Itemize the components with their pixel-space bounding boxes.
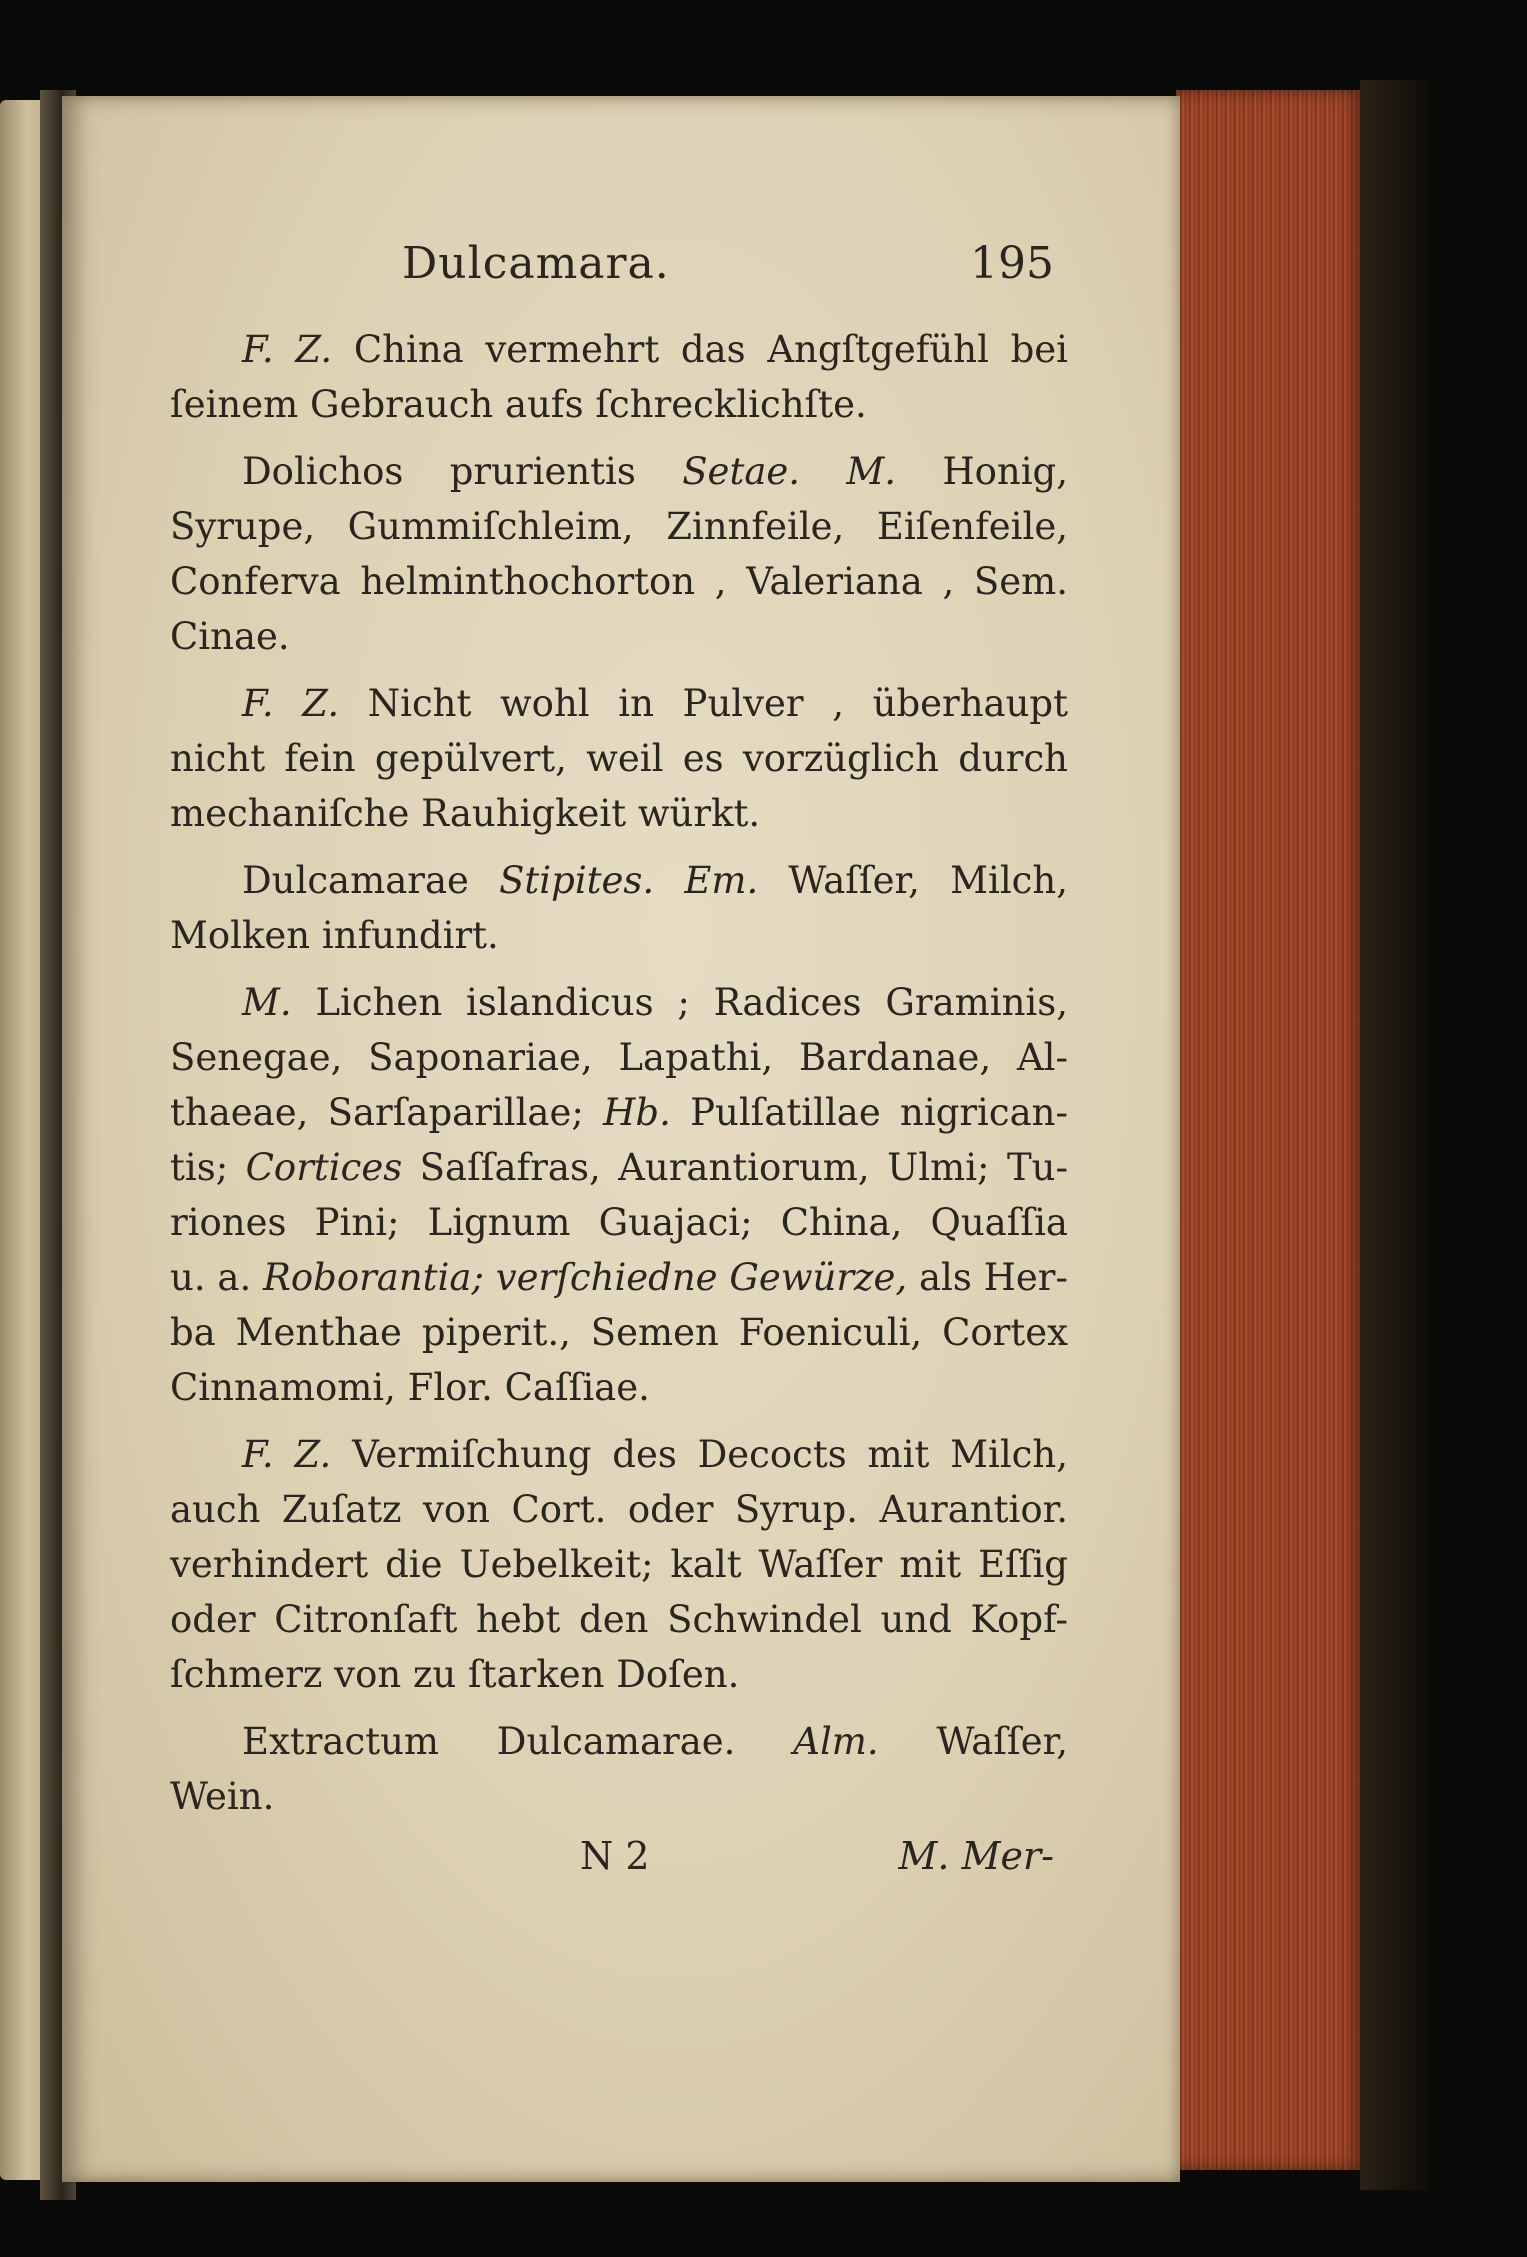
text-line: M. Lichen islandicus ; Radices Graminis, — [242, 981, 1068, 1024]
text-line: tis; Cortices Saſſafras, Aurantiorum, Ulmi; Tu- — [170, 1146, 1068, 1189]
text-line: ſchmerz von zu ſtarken Doſen. — [170, 1653, 740, 1696]
text-line: riones Pini; Lignum Guajaci; China, Quaſſia — [170, 1201, 1068, 1244]
text-line: verhindert die Uebelkeit; kalt Waſſer mit Eſſig — [170, 1543, 1068, 1586]
text-line: thaeae, Sarſaparillae; Hb. Pulſatillae nigrican- — [170, 1091, 1069, 1134]
text-line: Cinae. — [170, 615, 290, 658]
text-line: auch Zuſatz von Cort. oder Syrup. Aurantior. — [170, 1488, 1068, 1531]
text-line: Dolichos prurientis Setae. M. Honig, — [242, 450, 1068, 493]
abbreviation: F. Z. — [242, 328, 333, 371]
page-edges-stack — [1176, 90, 1366, 2170]
paragraph — [170, 1427, 1068, 1702]
text-line: Dulcamarae Stipites. Em. Waſſer, Milch, — [242, 859, 1068, 902]
text-line: nicht fein gepülvert, weil es vorzüglich durch — [170, 737, 1068, 780]
paragraph — [170, 975, 1068, 1415]
running-title: Dulcamara. — [402, 238, 670, 289]
text-line: Wein. — [170, 1775, 275, 1818]
text-line: F. Z. China vermehrt das Angſtgefühl bei — [242, 328, 1068, 371]
text-block — [170, 238, 1068, 1894]
text-line: oder Citronſaft hebt den Schwindel und Kopf- — [170, 1598, 1068, 1641]
catchword: M. Mer- — [898, 1834, 1054, 1878]
running-head — [170, 238, 1068, 308]
text-line: F. Z. Nicht wohl in Pulver , überhaupt — [242, 682, 1068, 725]
text-line: ba Menthae piperit., Semen Foeniculi, Cortex — [170, 1311, 1068, 1354]
text-line: F. Z. Vermiſchung des Decocts mit Milch, — [242, 1433, 1068, 1476]
text-line: Syrupe, Gummiſchleim, Zinnfeile, Eiſenfeile, — [170, 505, 1068, 548]
text-line: ſeinem Gebrauch aufs ſchrecklichſte. — [170, 383, 867, 426]
text-line: Senegae, Saponariae, Lapathi, Bardanae, Al- — [170, 1036, 1068, 1079]
paragraph — [170, 853, 1068, 963]
signature-mark: N 2 — [580, 1834, 650, 1878]
paragraph — [170, 444, 1068, 664]
paragraph — [170, 1714, 1068, 1824]
cover-shadow — [1360, 80, 1430, 2190]
text-line: Cinnamomi, Flor. Caſſiae. — [170, 1366, 650, 1409]
page-number: 195 — [970, 238, 1054, 289]
page-footer — [170, 1834, 1068, 1894]
text-line: u. a. Roborantia; verſchiedne Gewürze, als Her- — [170, 1256, 1068, 1299]
paragraph — [170, 676, 1068, 841]
book-page — [62, 96, 1180, 2182]
text-line: Extractum Dulcamarae. Alm. Waſſer, — [242, 1720, 1068, 1763]
text-line: Molken infundirt. — [170, 914, 499, 957]
text-line: mechaniſche Rauhigkeit würkt. — [170, 792, 761, 835]
text-line: Conferva helminthochorton , Valeriana , Sem. — [170, 560, 1068, 603]
paragraph — [170, 322, 1068, 432]
